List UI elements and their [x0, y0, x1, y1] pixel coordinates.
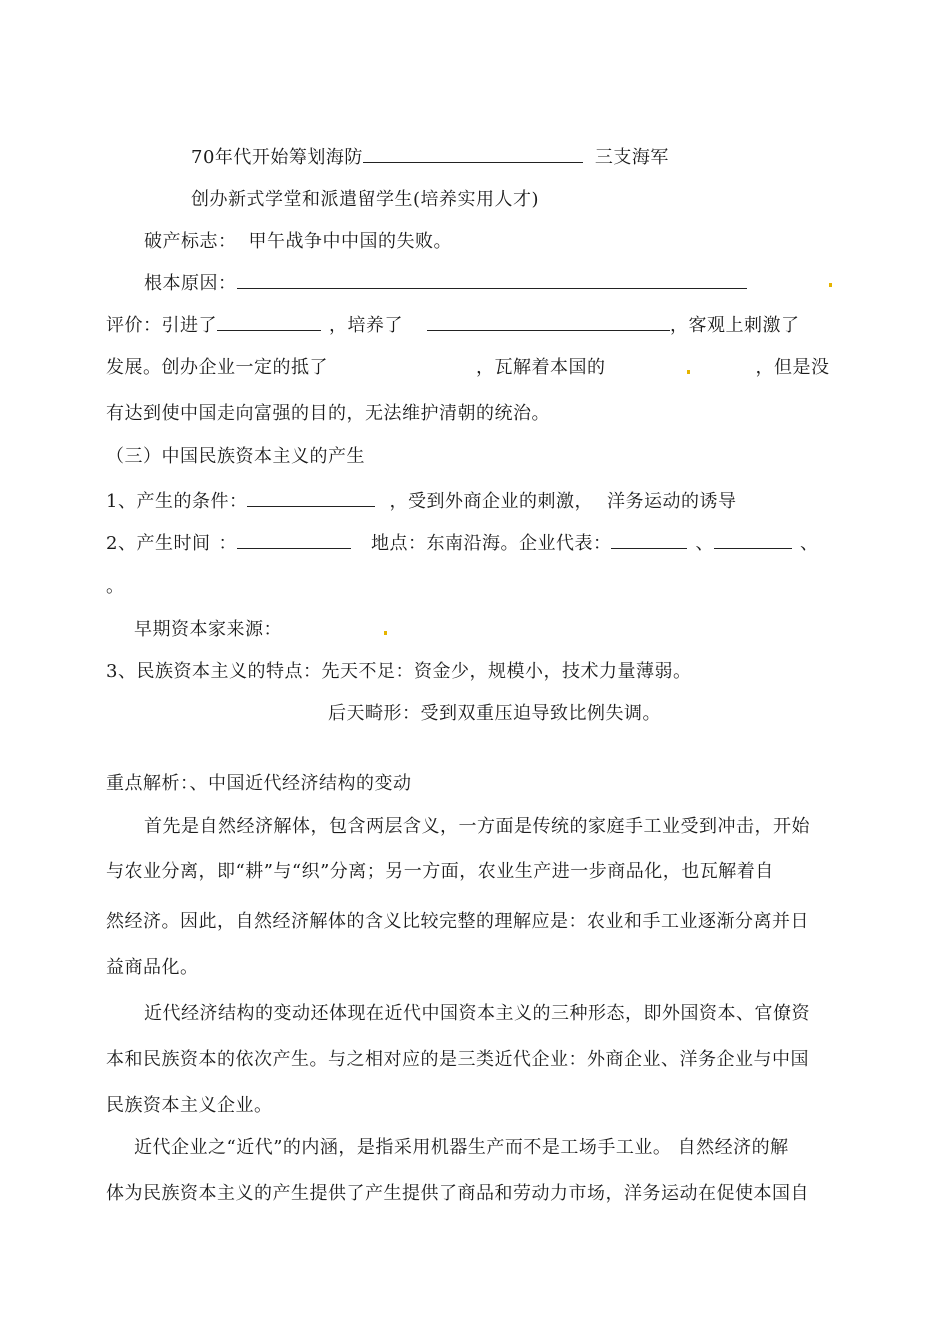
line-houtian: 后天畸形：受到双重压迫导致比例失调。 — [328, 703, 661, 724]
text: 破产标志： — [144, 231, 237, 252]
text: ，受到外商企业的刺激， — [389, 491, 593, 512]
fill-blank[interactable] — [714, 530, 792, 549]
text: 三支海军 — [594, 147, 669, 168]
text: 、 — [695, 533, 714, 554]
para-1-line-3: 然经济。因此，自然经济解体的含义比较完整的理解应是：农业和手工业逐渐分离并日 — [106, 911, 809, 932]
text: ： — [218, 533, 237, 554]
para-2-line-2: 本和民族资本的依次产生。与之相对应的是三类近代企业：外商企业、洋务企业与中国 — [106, 1049, 809, 1070]
fill-blank[interactable] — [427, 312, 670, 331]
line-fuqiang: 有达到使中国走向富强的目的，无法维护清朝的统治。 — [106, 403, 550, 424]
para-3-line-2: 体为民族资本主义的产生提供了产生提供了商品和劳动力市场，洋务运动在促使本国自 — [106, 1183, 809, 1204]
line-xuetang: 创办新式学堂和派遣留学生(培养实用人才) — [191, 189, 540, 210]
line-haifang — [191, 144, 669, 170]
fill-blank[interactable] — [611, 530, 687, 549]
fill-blank[interactable] — [247, 488, 375, 507]
para-1-line-1: 首先是自然经济解体，包含两层含义，一方面是传统的家庭手工业受到冲击，开始 — [144, 816, 810, 837]
para-2-line-1: 近代经济结构的变动还体现在近代中国资本主义的三种形态，即外国资本、官僚资 — [144, 1003, 810, 1024]
text: 甲午战争中中国的失败。 — [248, 231, 452, 252]
line-tiaojian — [106, 488, 736, 514]
text: 2、产生时间 — [106, 533, 211, 554]
marker-dot — [384, 631, 387, 635]
text: ，瓦解着本国的 — [476, 357, 606, 378]
line-pingjia — [106, 312, 800, 338]
fill-blank[interactable] — [237, 530, 351, 549]
marker-dot — [829, 283, 832, 287]
text: 地点：东南沿海。企业代表： — [370, 533, 612, 554]
para-2-line-3: 民族资本主义企业。 — [106, 1095, 273, 1116]
fill-blank[interactable] — [237, 270, 747, 289]
line-genben — [144, 270, 747, 296]
text: 1、产生的条件： — [106, 491, 248, 512]
text: 评价：引进了 — [106, 315, 217, 336]
fill-blank[interactable] — [217, 312, 321, 331]
text: 根本原因： — [144, 273, 237, 294]
para-3-line-1: 近代企业之“近代”的内涵，是指采用机器生产而不是工场手工业。 自然经济的解 — [134, 1137, 789, 1158]
para-1-line-2: 与农业分离，即“耕”与“织”分离；另一方面，农业生产进一步商品化，也瓦解着自 — [106, 861, 774, 882]
text: 70年代开始筹划海防 — [191, 147, 363, 168]
line-fazhan — [106, 356, 830, 380]
marker-dot — [687, 370, 690, 374]
text: ，培养了 — [329, 315, 403, 336]
text: 发展。创办企业一定的抵了 — [106, 357, 328, 378]
text: 、 — [799, 533, 819, 554]
line-zhongdian: 重点解析：、中国近代经济结构的变动 — [106, 773, 412, 794]
fill-blank[interactable] — [363, 144, 583, 163]
para-1-line-4: 益商品化。 — [106, 957, 199, 978]
line-tedian: 3、民族资本主义的特点：先天不足：资金少，规模小，技术力量薄弱。 — [106, 661, 692, 682]
text: ，但是没 — [755, 357, 830, 378]
line-pochan — [144, 230, 452, 254]
line-shijian — [106, 530, 818, 556]
text: 洋务运动的诱导 — [606, 491, 737, 512]
line-laiyuan: 早期资本家来源： — [134, 619, 282, 640]
line-period: 。 — [106, 576, 125, 597]
section-heading: （三）中国民族资本主义的产生 — [106, 446, 365, 467]
text: ，客观上刺激了 — [670, 315, 800, 336]
